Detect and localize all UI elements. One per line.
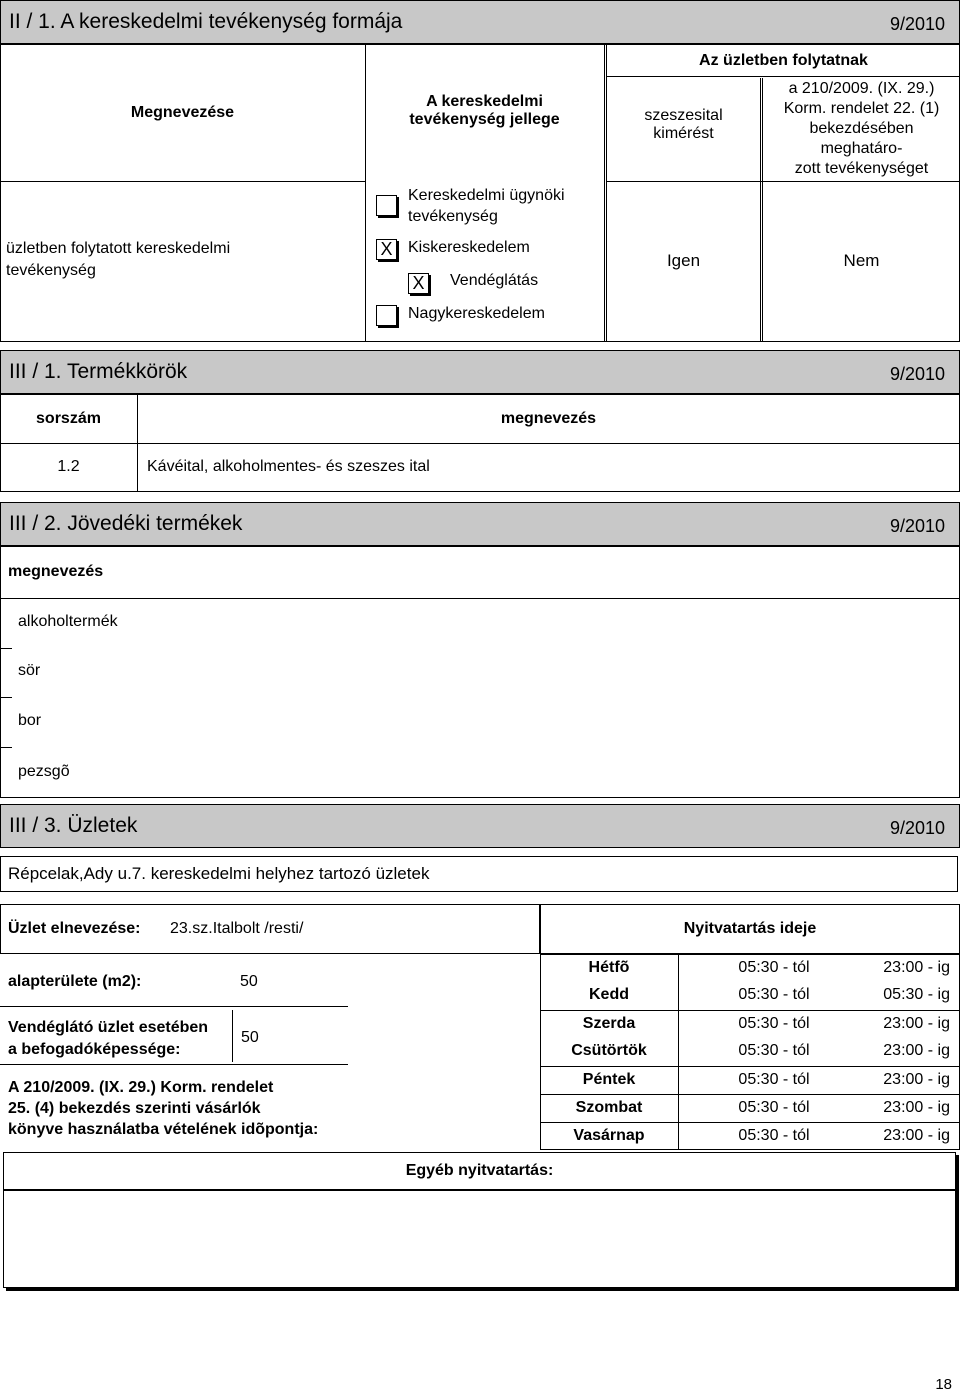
excise-products-table [0, 546, 960, 798]
capacity-label-line: Vendéglátó üzlet esetében [8, 1019, 209, 1036]
column-header-nature-line: tevékenység jellege [409, 111, 560, 128]
row-divider [540, 1122, 960, 1123]
row-divider [540, 1066, 960, 1067]
open-to: 23:00 - ig [883, 959, 950, 976]
open-to: 23:00 - ig [883, 1015, 950, 1032]
section-title: III / 2. Jövedéki termékek [9, 512, 243, 535]
column-header-alcohol-line: szeszesital [644, 107, 723, 124]
open-from: 05:30 - tól [738, 1071, 810, 1088]
wholesale-checkbox[interactable] [376, 305, 397, 326]
agent-label-line: Kereskedelmi ügynöki [408, 187, 565, 204]
row-divider [540, 1094, 960, 1095]
row-marker [0, 697, 12, 698]
row-divider [0, 1064, 348, 1065]
alcohol-value: Igen [666, 251, 701, 270]
open-to: 05:30 - ig [883, 986, 950, 1003]
day-label: Szombat [575, 1099, 643, 1116]
open-to: 23:00 - ig [883, 1099, 950, 1116]
open-from: 05:30 - tól [738, 1099, 810, 1116]
product-number: 1.2 [57, 458, 80, 475]
col-divider [365, 44, 366, 342]
row-divider [540, 1010, 960, 1011]
page-number: 18 [935, 1376, 952, 1391]
excise-item: alkoholtermék [18, 613, 118, 630]
opening-hours-label: Nyitvatartás ideje [683, 920, 817, 937]
complaint-book-label-line: 25. (4) bekezdés szerinti vásárlók [8, 1100, 261, 1117]
capacity-value: 50 [241, 1029, 259, 1046]
product-name: Kávéital, alkoholmentes- és szeszes ital [147, 458, 430, 475]
column-header-alcohol-line: kimérést [653, 125, 714, 142]
column-header-nature [365, 93, 604, 129]
complaint-book-label-line: A 210/2009. (IX. 29.) Korm. rendelet [8, 1079, 274, 1096]
day-label: Péntek [582, 1071, 636, 1088]
row-name-line: tevékenység [6, 262, 96, 279]
day-label: Hétfõ [588, 959, 630, 976]
column-header-regulation-line: zott tevékenységet [794, 160, 929, 177]
day-label: Vasárnap [573, 1127, 645, 1144]
capacity-label-line: a befogadóképessége: [8, 1041, 181, 1058]
section-year: 9/2010 [889, 364, 945, 384]
column-header-regulation-line: bekezdésében [809, 120, 914, 137]
other-hours-label: Egyéb nyitvatartás: [405, 1162, 554, 1179]
area-value: 50 [240, 973, 258, 990]
day-label: Kedd [589, 986, 629, 1003]
row-divider [607, 181, 960, 182]
column-header-regulation [763, 79, 960, 179]
column-header-number: sorszám [36, 410, 101, 427]
open-from: 05:30 - tól [738, 986, 810, 1003]
agent-checkbox[interactable] [376, 195, 397, 216]
row-name [6, 238, 361, 282]
area-label: alapterülete (m2): [8, 973, 142, 990]
col-divider [232, 1010, 233, 1062]
row-marker [0, 648, 12, 649]
store-address: Répcelak,Ady u.7. kereskedelmi helyhez tartozó üzletek [0, 856, 958, 892]
column-header-name: megnevezés [8, 563, 104, 580]
section-header [0, 502, 960, 546]
section-header [0, 0, 960, 44]
column-header-name: Megnevezése [130, 104, 235, 121]
retail-checkbox[interactable]: X [376, 239, 397, 260]
row-divider [0, 181, 365, 182]
column-header-regulation-line: meghatáro- [820, 140, 903, 157]
section-year: 9/2010 [889, 516, 945, 536]
row-divider [607, 76, 960, 77]
open-to: 23:00 - ig [883, 1127, 950, 1144]
column-header-regulation-line: Korm. rendelet 22. (1) [783, 100, 940, 117]
section-title: III / 3. Üzletek [9, 814, 138, 837]
section-header [0, 804, 960, 848]
complaint-book-label-line: könyve használatba vételének idõpontja: [8, 1121, 319, 1138]
open-to: 23:00 - ig [883, 1071, 950, 1088]
row-divider [0, 1006, 348, 1007]
capacity-label [8, 1017, 208, 1061]
agent-label-line: tevékenység [408, 208, 498, 225]
open-from: 05:30 - tól [738, 1127, 810, 1144]
section-year: 9/2010 [889, 14, 945, 34]
excise-item: sör [18, 662, 41, 679]
wholesale-label: Nagykereskedelem [408, 305, 545, 322]
catering-label: Vendéglátás [450, 272, 539, 289]
agent-label [408, 185, 565, 227]
column-header-regulation-line: a 210/2009. (IX. 29.) [788, 80, 935, 97]
row-divider [0, 598, 960, 599]
other-hours-field[interactable] [3, 1190, 956, 1288]
section-title: III / 1. Termékkörök [9, 360, 188, 383]
open-from: 05:30 - tól [738, 1042, 810, 1059]
row-name-line: üzletben folytatott kereskedelmi [6, 240, 231, 257]
complaint-book-label [8, 1077, 318, 1140]
col-divider [604, 44, 607, 342]
regulation-value: Nem [843, 251, 880, 270]
column-header-nature-line: A kereskedelmi [426, 93, 543, 110]
excise-item: pezsgõ [18, 763, 70, 780]
store-name-value: 23.sz.Italbolt /resti/ [170, 920, 304, 937]
col-divider [678, 954, 679, 1150]
row-marker [0, 747, 12, 748]
catering-checkbox[interactable]: X [408, 273, 429, 294]
open-from: 05:30 - tól [738, 959, 810, 976]
open-to: 23:00 - ig [883, 1042, 950, 1059]
day-label: Csütörtök [571, 1042, 647, 1059]
excise-item: bor [18, 712, 42, 729]
day-label: Szerda [582, 1015, 636, 1032]
row-divider [0, 443, 960, 444]
retail-label: Kiskereskedelem [408, 239, 530, 256]
column-header-store: Az üzletben folytatnak [699, 52, 868, 69]
store-name-label: Üzlet elnevezése: [8, 920, 141, 937]
column-header-alcohol [607, 107, 760, 143]
section-year: 9/2010 [889, 818, 945, 838]
open-from: 05:30 - tól [738, 1015, 810, 1032]
column-header-name: megnevezés [500, 410, 597, 427]
section-title: II / 1. A kereskedelmi tevékenység formája [9, 10, 403, 33]
section-header [0, 350, 960, 394]
